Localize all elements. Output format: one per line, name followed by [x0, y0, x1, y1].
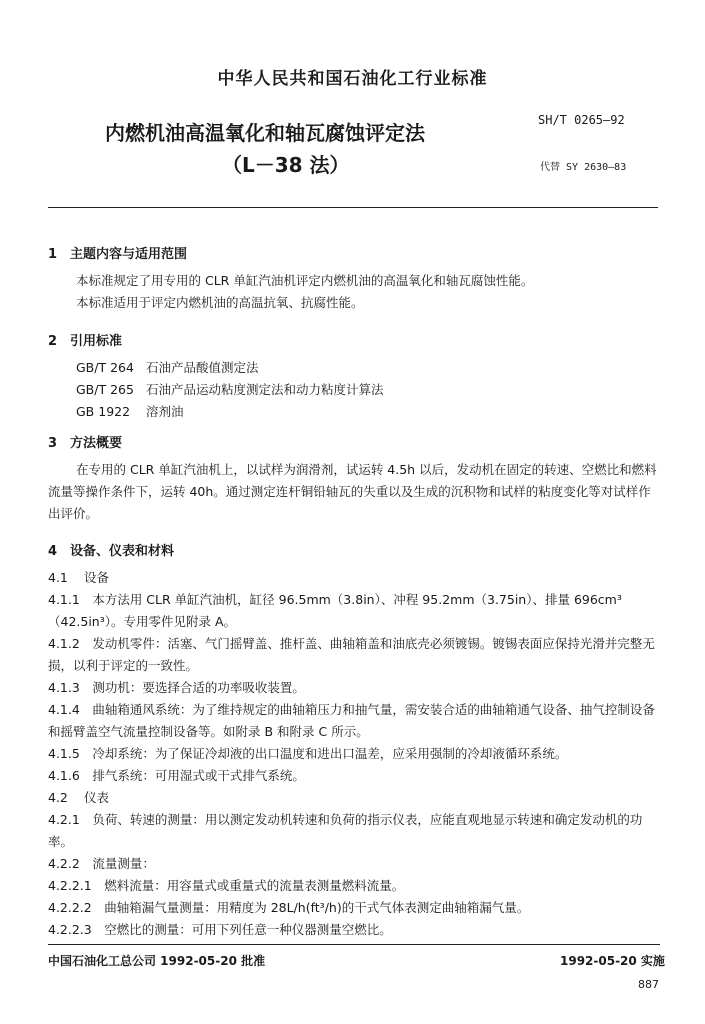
clause-4-2-2-2 [48, 897, 529, 919]
reference-code: GB 1922 [76, 404, 131, 419]
clause-number: 4.2.2.1 [48, 878, 92, 893]
reference-name: 溶剂油 [146, 404, 184, 419]
header-divider [48, 207, 658, 208]
page-number: 887 [638, 978, 659, 991]
clause-text: 流量测量： [92, 856, 155, 871]
approval-date: 中国石油化工总公司 1992-05-20 批准 [48, 954, 266, 968]
clause-text: 冷却系统：为了保证冷却液的出口温度和进出口温差，应采用强制的冷却液循环系统。 [92, 746, 568, 761]
footer-divider [48, 944, 660, 945]
clause-4-1-5 [48, 743, 567, 765]
standard-number: SH/T 0265—92 [538, 113, 625, 127]
clause-number: 4.2.2.3 [48, 922, 92, 937]
document-title: 内燃机油高温氧化和轴瓦腐蚀评定法 [105, 121, 425, 145]
clause-text: 燃料流量：用容量式或重量式的流量表测量燃料流量。 [104, 878, 405, 893]
clause-number: 4.2.1 [48, 812, 80, 827]
clause-text: 仪表 [84, 790, 110, 805]
standard-category-header: 中华人民共和国石油化工行业标准 [217, 69, 488, 89]
clause-4-2-2 [48, 853, 155, 875]
clause-number: 4.2.2.2 [48, 900, 92, 915]
clause-text: 曲轴箱漏气量测量：用精度为 28L/h(ft³/h)的干式气体表测定曲轴箱漏气量。 [104, 900, 530, 915]
section-3-paragraph: 在专用的 CLR 单缸汽油机上，以试样为润滑剂，试运转 4.5h 以后，发动机在固定的转速、空燃比和燃料流量等操作条件下，运转 40h。通过测定连杆铜铅轴瓦的失重以及生成的沉积物和试样的粘度变化等对试样作出评价。 [48, 462, 657, 521]
section-2-heading: 2 引用标准 [48, 334, 123, 349]
section-1-paragraph-1: 本标准规定了用专用的 CLR 单缸汽油机评定内燃机油的高温氧化和轴瓦腐蚀性能。 [76, 273, 534, 288]
clause-text: 空燃比的测量：可用下列任意一种仪器测量空燃比。 [104, 922, 392, 937]
reference-name: 石油产品酸值测定法 [146, 360, 259, 375]
reference-code: GB/T 265 [76, 382, 134, 397]
section-3-heading: 3 方法概要 [48, 436, 123, 451]
section-4-heading: 4 设备、仪表和材料 [48, 544, 175, 559]
clause-number: 4.1.6 [48, 768, 80, 783]
reference-code: GB/T 264 [76, 360, 134, 375]
clause-number: 4.1 [48, 570, 68, 585]
clause-number: 4.1.2 [48, 636, 80, 651]
clause-4-1-6 [48, 765, 305, 787]
clause-number: 4.2 [48, 790, 68, 805]
reference-name: 石油产品运动粘度测定法和动力粘度计算法 [146, 382, 384, 397]
clause-number: 4.2.2 [48, 856, 80, 871]
clause-number: 4.1.1 [48, 592, 80, 607]
clause-number: 4.1.4 [48, 702, 80, 717]
clause-text: 排气系统：可用湿式或干式排气系统。 [92, 768, 305, 783]
clause-text: 负荷、转速的测量：用以测定发动机转速和负荷的指示仪表，应能直观地显示转速和确定发动机的功率。 [48, 812, 643, 849]
section-1-paragraph-2: 本标准适用于评定内燃机油的高温抗氧、抗腐性能。 [76, 295, 364, 310]
clause-4-2-2-1 [48, 875, 404, 897]
clause-text: 曲轴箱通风系统：为了维持规定的曲轴箱压力和抽气量，需安装合适的曲轴箱通气设备、抽气控制设备和摇臂盖空气流量控制设备等。如附录 B 和附录 C 所示。 [48, 702, 655, 739]
clause-4-1-4 [48, 699, 660, 743]
clause-4-1-1 [48, 589, 660, 633]
replaces-standard: 代替 SY 2630—83 [540, 162, 627, 173]
clause-4-1-2 [48, 633, 660, 677]
document-title-method: （L－38 法） [222, 153, 350, 177]
clause-text: 发动机零件：活塞、气门摇臂盖、推杆盖、曲轴箱盖和油底壳必须镀锡。镀锡表面应保持光滑并完整无损，以利于评定的一致性。 [48, 636, 655, 673]
clause-4-1-3 [48, 677, 305, 699]
clause-text: 本方法用 CLR 单缸汽油机，缸径 96.5mm（3.8in）、冲程 95.2mm（3.75in）、排量 696cm³（42.5in³）。专用零件见附录 A。 [48, 592, 622, 629]
clause-number: 4.1.5 [48, 746, 80, 761]
clause-4-2-1 [48, 809, 660, 853]
clause-number: 4.1.3 [48, 680, 80, 695]
section-1-heading: 1 主题内容与适用范围 [48, 247, 188, 262]
clause-4-2-2-3 [48, 919, 392, 941]
effective-date: 1992-05-20 实施 [560, 954, 665, 968]
clause-text: 测功机：要选择合适的功率吸收装置。 [92, 680, 305, 695]
clause-text: 设备 [84, 570, 110, 585]
